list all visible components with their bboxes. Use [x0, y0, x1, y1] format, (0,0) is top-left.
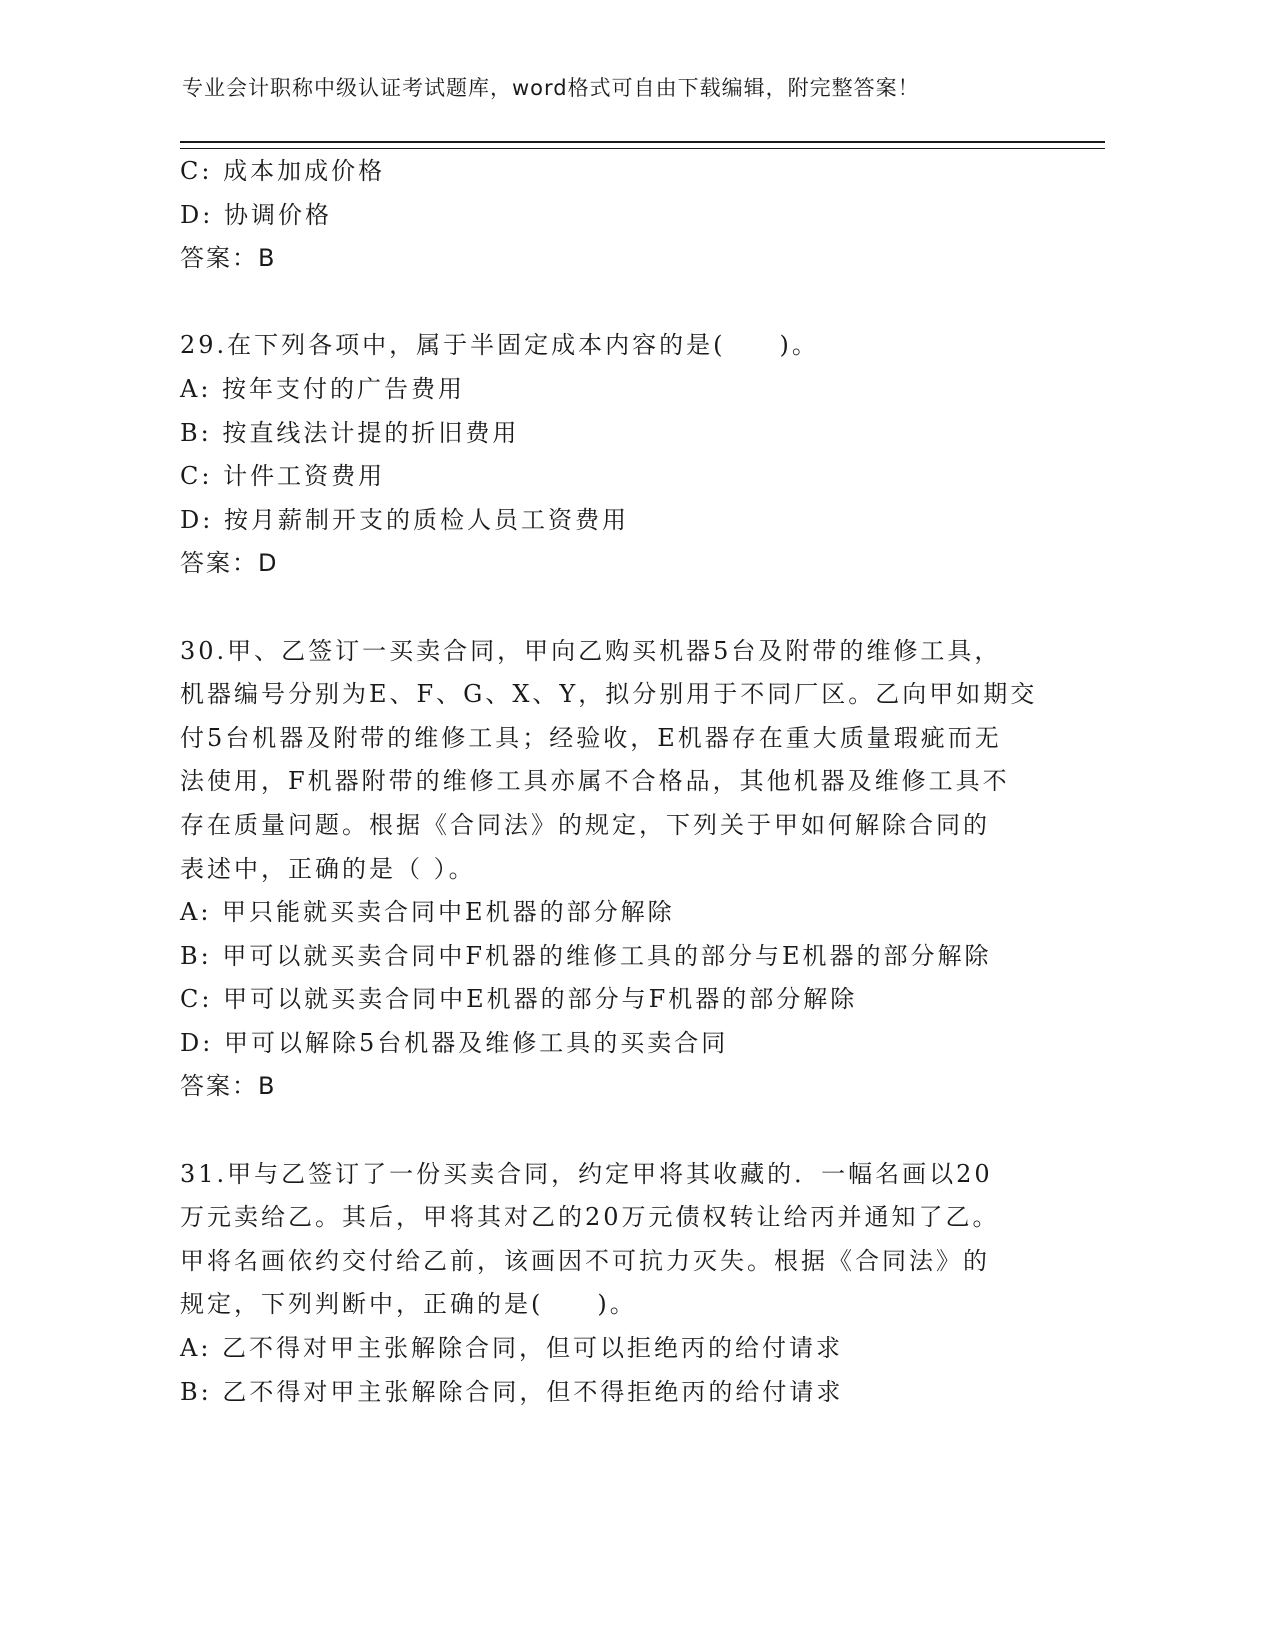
spacer — [180, 586, 1040, 630]
answer: 答案：B — [180, 244, 277, 273]
spacer — [180, 281, 1040, 325]
option-a: A: 甲只能就买卖合同中E机器的部分解除 — [180, 898, 675, 927]
option-a: A: 乙不得对甲主张解除合同，但可以拒绝丙的给付请求 — [180, 1334, 844, 1363]
question-stem-line: 付5台机器及附带的维修工具；经验收，E机器存在重大质量瑕疵而无 — [180, 723, 1002, 752]
question-stem-line: 机器编号分别为E、F、G、X、Y，拟分别用于不同厂区。乙向甲如期交 — [180, 680, 1038, 709]
page-header: 专业会计职称中级认证考试题库，word格式可自由下载编辑，附完整答案！ — [182, 76, 920, 100]
option-a: A: 按年支付的广告费用 — [180, 374, 466, 403]
answer: 答案：D — [180, 549, 279, 578]
question-stem-line: 甲将名画依约交付给乙前，该画因不可抗力灭失。根据《合同法》的 — [180, 1246, 990, 1275]
question-stem-line: 31.甲与乙签订了一份买卖合同，约定甲将其收藏的．一幅名画以20 — [180, 1159, 993, 1188]
answer: 答案：B — [180, 1072, 277, 1101]
option-c: C: 成本加成价格 — [180, 157, 386, 185]
option-c: C: 计件工资费用 — [180, 462, 386, 491]
option-d: D: 协调价格 — [180, 200, 332, 229]
question-stem-line: 法使用，F机器附带的维修工具亦属不合格品，其他机器及维修工具不 — [180, 767, 1010, 796]
option-d: D: 按月薪制开支的质检人员工资费用 — [180, 505, 629, 534]
header-divider — [180, 141, 1105, 149]
question-stem: 29.在下列各项中，属于半固定成本内容的是( )。 — [180, 331, 819, 360]
option-b: B: 乙不得对甲主张解除合同，但不得拒绝丙的给付请求 — [180, 1377, 844, 1406]
document-body — [180, 150, 1040, 1414]
option-d: D: 甲可以解除5台机器及维修工具的买卖合同 — [180, 1028, 729, 1057]
question-stem-line: 表述中，正确的是（ ）。 — [180, 854, 476, 883]
question-stem-line: 规定，下列判断中，正确的是( )。 — [180, 1290, 637, 1319]
question-stem-line: 万元卖给乙。其后，甲将其对乙的20万元债权转让给丙并通知了乙。 — [180, 1203, 1000, 1232]
option-b: B: 按直线法计提的折旧费用 — [180, 418, 520, 447]
question-stem-line: 存在质量问题。根据《合同法》的规定，下列关于甲如何解除合同的 — [180, 810, 990, 839]
question-stem-line: 30.甲、乙签订一买卖合同，甲向乙购买机器5台及附带的维修工具， — [180, 636, 1002, 665]
option-b: B: 甲可以就买卖合同中F机器的维修工具的部分与E机器的部分解除 — [180, 941, 992, 970]
option-c: C: 甲可以就买卖合同中E机器的部分与F机器的部分解除 — [180, 985, 858, 1014]
spacer — [180, 1109, 1040, 1153]
